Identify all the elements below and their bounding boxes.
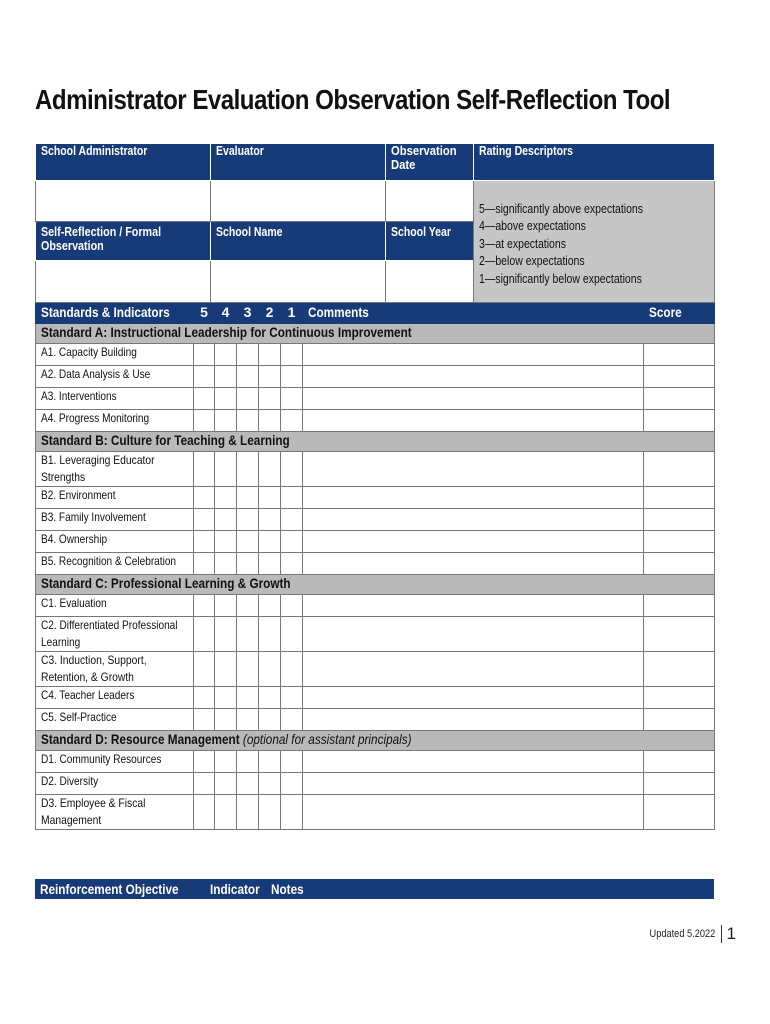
score-cell[interactable] <box>644 509 715 531</box>
rating-2-cell[interactable] <box>259 366 281 388</box>
indicator-label: D1. Community Resources <box>41 752 162 766</box>
score-cell[interactable] <box>644 687 715 709</box>
rating-5-cell[interactable] <box>194 751 215 773</box>
rating-1-cell[interactable] <box>281 487 303 509</box>
indicator-label: A4. Progress Monitoring <box>41 411 150 425</box>
comments-cell[interactable] <box>303 595 644 617</box>
comments-cell[interactable] <box>303 652 644 687</box>
standard-a-title: Standard A: Instructional Leadership for Continuous Improvement <box>41 324 412 340</box>
indicator-label: B5. Recognition & Celebration <box>41 554 177 568</box>
score-cell[interactable] <box>644 553 715 575</box>
reinforcement-objective-label: Reinforcement Objective <box>40 881 179 897</box>
comments-cell[interactable] <box>303 709 644 731</box>
indicator-row <box>36 509 715 531</box>
rating-descriptors-list <box>479 201 643 289</box>
standard-c-title: Standard C: Professional Learning & Growth <box>41 575 291 591</box>
score-cell[interactable] <box>644 652 715 687</box>
standard-d-title: Standard D: Resource Management <box>41 731 240 747</box>
score-cell[interactable] <box>644 344 715 366</box>
rating-5-cell[interactable] <box>194 617 215 652</box>
rating-5-cell[interactable] <box>194 366 215 388</box>
rating-5-cell[interactable] <box>194 388 215 410</box>
indicator-row <box>36 452 715 487</box>
observation-date-label: Observation Date <box>391 144 457 172</box>
rating-descriptors-label: Rating Descriptors <box>479 144 573 158</box>
score-cell[interactable] <box>644 366 715 388</box>
rating-1-cell[interactable] <box>281 617 303 652</box>
school-year-label: School Year <box>391 225 451 239</box>
comments-cell[interactable] <box>303 553 644 575</box>
indicator-row <box>36 773 715 795</box>
rating-4-cell[interactable] <box>215 795 237 830</box>
comments-cell[interactable] <box>303 509 644 531</box>
indicator-row <box>36 531 715 553</box>
rating-3-cell[interactable] <box>237 531 259 553</box>
score-cell[interactable] <box>644 751 715 773</box>
rating-4-cell[interactable] <box>215 652 237 687</box>
page-title: Administrator Evaluation Observation Self-Reflection Tool <box>35 84 671 115</box>
score-cell[interactable] <box>644 388 715 410</box>
rating-4-cell[interactable] <box>215 617 237 652</box>
comments-cell[interactable] <box>303 366 644 388</box>
descriptor-4: 4—above expectations <box>479 219 586 234</box>
standard-b-title: Standard B: Culture for Teaching & Learning <box>41 432 290 448</box>
school-administrator-field[interactable] <box>36 181 211 222</box>
rating-1-cell[interactable] <box>281 531 303 553</box>
indicator-label: C5. Self-Practice <box>41 710 117 724</box>
rating-5-cell[interactable] <box>194 687 215 709</box>
score-header: Score <box>649 304 682 320</box>
indicator-row <box>36 366 715 388</box>
comments-header: Comments <box>308 304 369 320</box>
rating-2-cell[interactable] <box>259 595 281 617</box>
rating-2-cell[interactable] <box>259 751 281 773</box>
rating-4-cell[interactable] <box>215 709 237 731</box>
indicator-row <box>36 795 715 830</box>
school-name-field[interactable] <box>211 261 386 303</box>
rating-4-cell[interactable] <box>215 509 237 531</box>
comments-cell[interactable] <box>303 531 644 553</box>
self-reflection-field[interactable] <box>36 261 211 303</box>
rating-2-cell[interactable] <box>259 531 281 553</box>
rating-5-cell[interactable] <box>194 553 215 575</box>
rating-2-cell[interactable] <box>259 773 281 795</box>
indicator-label: A2. Data Analysis & Use <box>41 367 151 381</box>
rating-1-cell[interactable] <box>281 388 303 410</box>
score-cell[interactable] <box>644 410 715 432</box>
indicator-label: A3. Interventions <box>41 389 117 403</box>
indicator-row <box>36 652 715 687</box>
standards-header: Standards & Indicators <box>41 304 170 320</box>
descriptor-1: 1—significantly below expectations <box>479 271 642 286</box>
rating-4-cell[interactable] <box>215 487 237 509</box>
rating-1-cell[interactable] <box>281 751 303 773</box>
rating-4-cell[interactable] <box>215 531 237 553</box>
rating-4-cell[interactable] <box>215 687 237 709</box>
rating-1-cell[interactable] <box>281 709 303 731</box>
rating-3-cell[interactable] <box>237 617 259 652</box>
rating-4-cell[interactable] <box>215 366 237 388</box>
rating-2-cell[interactable] <box>259 617 281 652</box>
comments-cell[interactable] <box>303 410 644 432</box>
comments-cell[interactable] <box>303 773 644 795</box>
indicator-label: C4. Teacher Leaders <box>41 688 135 702</box>
rating-2-cell[interactable] <box>259 795 281 830</box>
indicator-label: D2. Diversity <box>41 774 99 788</box>
rating-1-header: 1 <box>281 304 303 324</box>
rating-2-cell[interactable] <box>259 410 281 432</box>
comments-cell[interactable] <box>303 687 644 709</box>
score-cell[interactable] <box>644 709 715 731</box>
rating-2-cell[interactable] <box>259 509 281 531</box>
rating-1-cell[interactable] <box>281 410 303 432</box>
rating-3-header: 3 <box>237 304 259 324</box>
descriptor-2: 2—below expectations <box>479 254 585 269</box>
indicator-row <box>36 751 715 773</box>
rating-1-cell[interactable] <box>281 344 303 366</box>
comments-cell[interactable] <box>303 344 644 366</box>
score-cell[interactable] <box>644 795 715 830</box>
indicator-label-header: Indicator <box>210 881 260 897</box>
standard-d-note: (optional for assistant principals) <box>242 731 412 747</box>
rating-1-cell[interactable] <box>281 687 303 709</box>
score-cell[interactable] <box>644 595 715 617</box>
comments-cell[interactable] <box>303 452 644 487</box>
rating-1-cell[interactable] <box>281 595 303 617</box>
footer-divider <box>721 925 722 943</box>
rating-4-cell[interactable] <box>215 553 237 575</box>
rating-3-cell[interactable] <box>237 709 259 731</box>
rating-5-cell[interactable] <box>194 652 215 687</box>
indicator-row <box>36 344 715 366</box>
descriptor-5: 5—significantly above expectations <box>479 201 644 216</box>
descriptor-3: 3—at expectations <box>479 236 566 251</box>
rating-3-cell[interactable] <box>237 452 259 487</box>
rating-3-cell[interactable] <box>237 366 259 388</box>
rating-5-cell[interactable] <box>194 795 215 830</box>
notes-label: Notes <box>271 881 304 897</box>
standards-table <box>35 303 715 830</box>
indicator-label: D3. Employee & Fiscal Management <box>41 796 146 827</box>
score-cell[interactable] <box>644 773 715 795</box>
school-name-label: School Name <box>216 225 283 239</box>
indicator-row <box>36 410 715 432</box>
indicator-row <box>36 487 715 509</box>
rating-1-cell[interactable] <box>281 553 303 575</box>
rating-2-cell[interactable] <box>259 553 281 575</box>
rating-1-cell[interactable] <box>281 652 303 687</box>
score-cell[interactable] <box>644 452 715 487</box>
rating-4-header: 4 <box>215 304 237 324</box>
rating-5-cell[interactable] <box>194 531 215 553</box>
rating-4-cell[interactable] <box>215 410 237 432</box>
school-year-field[interactable] <box>386 261 474 303</box>
indicator-label: A1. Capacity Building <box>41 345 137 359</box>
updated-text: Updated 5.2022 <box>649 927 716 940</box>
rating-2-cell[interactable] <box>259 487 281 509</box>
reinforcement-header <box>35 879 714 899</box>
rating-1-cell[interactable] <box>281 509 303 531</box>
rating-5-cell[interactable] <box>194 595 215 617</box>
comments-cell[interactable] <box>303 487 644 509</box>
rating-5-cell[interactable] <box>194 344 215 366</box>
indicator-label: C2. Differentiated Professional Learning <box>41 618 178 649</box>
rating-4-cell[interactable] <box>215 452 237 487</box>
comments-cell[interactable] <box>303 751 644 773</box>
rating-4-cell[interactable] <box>215 751 237 773</box>
evaluator-field[interactable] <box>211 181 386 222</box>
indicator-row <box>36 687 715 709</box>
rating-3-cell[interactable] <box>237 344 259 366</box>
rating-4-cell[interactable] <box>215 344 237 366</box>
evaluator-label: Evaluator <box>216 144 264 158</box>
rating-2-cell[interactable] <box>259 388 281 410</box>
self-reflection-label: Self-Reflection / Formal Observation <box>41 225 162 253</box>
rating-1-cell[interactable] <box>281 366 303 388</box>
rating-2-cell[interactable] <box>259 452 281 487</box>
rating-5-cell[interactable] <box>194 487 215 509</box>
rating-5-header: 5 <box>194 304 215 324</box>
rating-3-cell[interactable] <box>237 410 259 432</box>
rating-3-cell[interactable] <box>237 595 259 617</box>
rating-2-cell[interactable] <box>259 687 281 709</box>
rating-5-cell[interactable] <box>194 509 215 531</box>
rating-2-cell[interactable] <box>259 652 281 687</box>
indicator-row <box>36 617 715 652</box>
rating-5-cell[interactable] <box>194 452 215 487</box>
rating-5-cell[interactable] <box>194 410 215 432</box>
observation-date-field[interactable] <box>386 181 474 222</box>
info-table <box>35 143 715 303</box>
indicator-label: B4. Ownership <box>41 532 108 546</box>
rating-3-cell[interactable] <box>237 773 259 795</box>
rating-5-cell[interactable] <box>194 773 215 795</box>
rating-1-cell[interactable] <box>281 773 303 795</box>
indicator-label: C3. Induction, Support, Retention, & Growth <box>41 653 147 684</box>
rating-3-cell[interactable] <box>237 652 259 687</box>
page-number: 1 <box>726 924 736 943</box>
rating-2-cell[interactable] <box>259 709 281 731</box>
rating-1-cell[interactable] <box>281 795 303 830</box>
indicator-label: C1. Evaluation <box>41 596 107 610</box>
rating-4-cell[interactable] <box>215 388 237 410</box>
comments-cell[interactable] <box>303 795 644 830</box>
school-administrator-label: School Administrator <box>41 144 148 158</box>
indicator-label: B1. Leveraging Educator Strengths <box>41 453 155 484</box>
score-cell[interactable] <box>644 617 715 652</box>
comments-cell[interactable] <box>303 617 644 652</box>
rating-4-cell[interactable] <box>215 595 237 617</box>
rating-3-cell[interactable] <box>237 751 259 773</box>
rating-3-cell[interactable] <box>237 388 259 410</box>
indicator-row <box>36 553 715 575</box>
score-cell[interactable] <box>644 531 715 553</box>
indicator-label: B3. Family Involvement <box>41 510 146 524</box>
comments-cell[interactable] <box>303 388 644 410</box>
rating-2-cell[interactable] <box>259 344 281 366</box>
indicator-row <box>36 709 715 731</box>
rating-3-cell[interactable] <box>237 553 259 575</box>
indicator-row <box>36 595 715 617</box>
indicator-row <box>36 388 715 410</box>
rating-3-cell[interactable] <box>237 795 259 830</box>
rating-5-cell[interactable] <box>194 709 215 731</box>
rating-2-header: 2 <box>259 304 281 324</box>
rating-3-cell[interactable] <box>237 509 259 531</box>
rating-1-cell[interactable] <box>281 452 303 487</box>
rating-3-cell[interactable] <box>237 687 259 709</box>
page-footer <box>637 924 736 944</box>
rating-3-cell[interactable] <box>237 487 259 509</box>
score-cell[interactable] <box>644 487 715 509</box>
indicator-label: B2. Environment <box>41 488 116 502</box>
rating-4-cell[interactable] <box>215 773 237 795</box>
